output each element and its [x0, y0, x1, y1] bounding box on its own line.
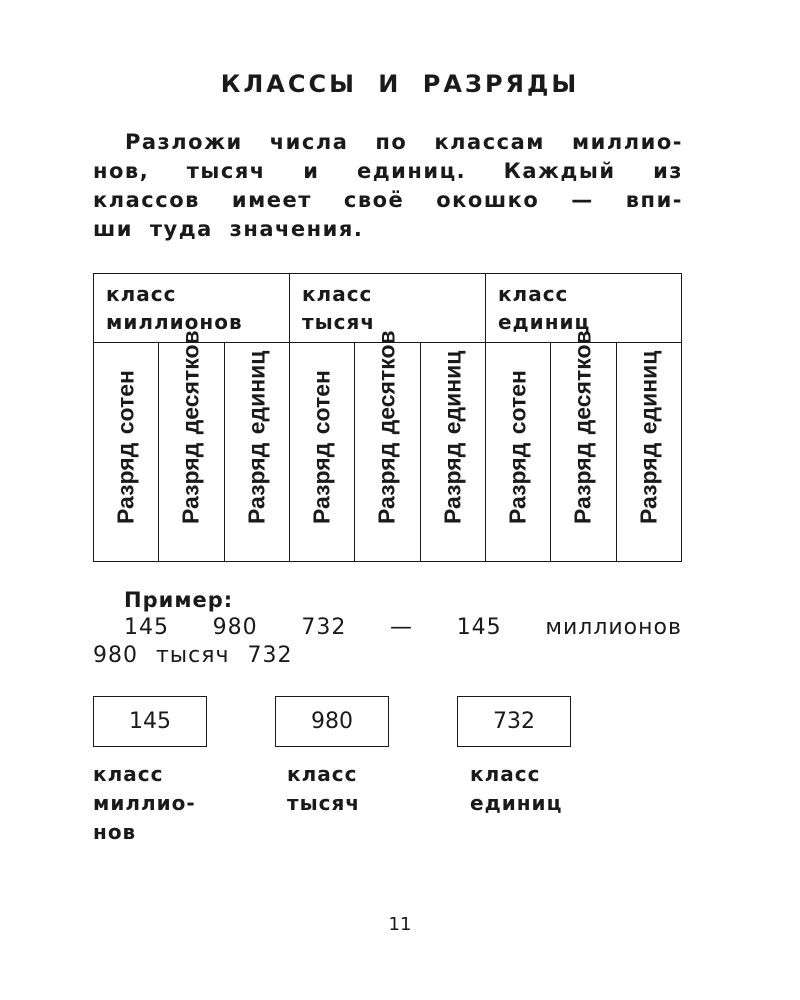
rank-label: Разряд десятков [177, 330, 204, 524]
class-header-units: класс единиц [485, 274, 681, 343]
rank-label: Разряд единиц [243, 350, 270, 524]
example-token: 145 [124, 615, 169, 640]
instruction-line: нов, тысяч и единиц. Каждый из [93, 159, 683, 183]
rank-cell [355, 330, 420, 562]
rank-cell [616, 343, 681, 562]
millions-value-box: 145 [93, 696, 207, 747]
rank-label: Разряд десятков [569, 330, 596, 524]
instruction-line: классов имеет своё окошко — впи- [93, 188, 683, 212]
instruction-line: Разложи числа по классам миллио- [125, 130, 683, 154]
example-heading: Пример: [124, 588, 234, 612]
classes-table [93, 273, 682, 562]
example-line-2: 980 тысяч 732 [93, 643, 293, 668]
rank-cell [551, 330, 616, 562]
task-instructions [93, 128, 683, 244]
rank-cell [94, 343, 159, 562]
rank-cell [420, 343, 485, 562]
rank-cell [485, 343, 550, 562]
thousands-value-box: 980 [275, 696, 389, 747]
class-header-thousands: класс тысяч [289, 274, 485, 343]
rank-cell [159, 330, 224, 562]
units-value-box: 732 [457, 696, 571, 747]
instruction-line: ши туда значения. [93, 217, 364, 241]
thousands-box-label: класс тысяч [287, 762, 361, 815]
example-line-1 [124, 615, 682, 640]
rank-label: Разряд единиц [635, 350, 662, 524]
units-box-label: класс единиц [470, 762, 563, 815]
rank-label: Разряд сотен [504, 370, 531, 524]
millions-box-label: класс миллио- нов [93, 762, 196, 844]
rank-cell [224, 343, 289, 562]
rank-label: Разряд единиц [439, 350, 466, 524]
page-title: КЛАССЫ И РАЗРЯДЫ [220, 70, 580, 98]
page-number: 11 [388, 914, 412, 935]
example-token: миллионов [545, 615, 682, 640]
class-header-millions: класс миллионов [94, 274, 290, 343]
rank-label: Разряд десятков [373, 330, 400, 524]
example-token: 145 [456, 615, 502, 640]
rank-label: Разряд сотен [308, 370, 335, 524]
rank-label: Разряд сотен [112, 370, 139, 524]
example-token: — [390, 615, 414, 640]
example-token: 732 [301, 615, 347, 640]
example-token: 980 [212, 615, 258, 640]
rank-cell [289, 343, 354, 562]
